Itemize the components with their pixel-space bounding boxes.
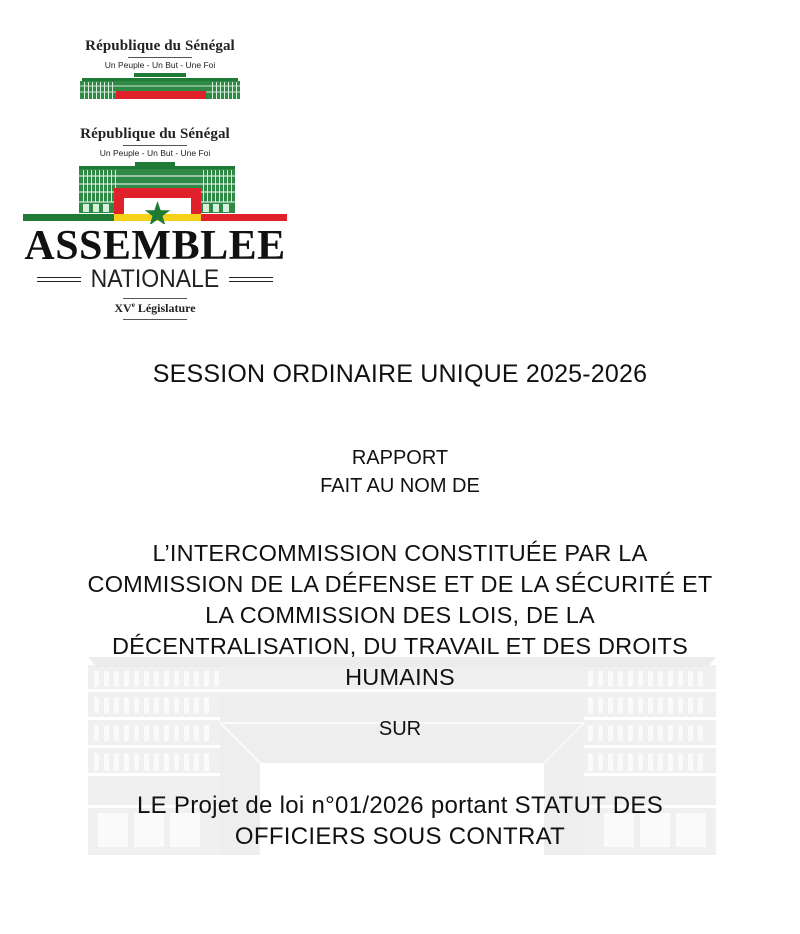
legislature-number: XV — [114, 301, 132, 315]
republic-logo-small — [70, 38, 250, 99]
double-rule-left — [37, 277, 81, 282]
sur-label: SUR — [378, 718, 422, 740]
commission-line: COMMISSION DE LA DÉFENSE ET DE LA SÉCURITÉ ET — [87, 571, 713, 597]
national-motto: Un Peuple - Un But - Une Foi — [104, 60, 216, 70]
divider — [123, 298, 187, 299]
report-heading — [0, 444, 800, 500]
assemblee-nationale-logo — [18, 126, 292, 322]
divider — [123, 145, 187, 146]
report-label: RAPPORT — [351, 447, 449, 469]
double-rule-right — [229, 277, 273, 282]
divider — [123, 319, 187, 320]
commission-line: DÉCENTRALISATION, DU TRAVAIL ET DES DROITS — [112, 633, 688, 659]
report-subtitle: FAIT AU NOM DE — [320, 475, 480, 497]
national-motto: Un Peuple - Un But - Une Foi — [99, 148, 211, 158]
republic-name: République du Sénégal — [80, 126, 230, 142]
commission-line: LA COMMISSION DES LOIS, DE LA — [205, 602, 595, 628]
assembly-building-icon — [80, 73, 240, 99]
republic-name: République du Sénégal — [85, 38, 235, 54]
legislature-word: Législature — [134, 301, 196, 315]
legislature-label — [18, 301, 292, 316]
assembly-building-flag-icon — [23, 162, 287, 224]
institution-name-line2-row — [18, 266, 292, 292]
legislature-ordinal: e — [131, 301, 135, 309]
bill-title-line: LE Projet de loi n°01/2026 portant STATUT DES — [136, 792, 664, 819]
session-title: SESSION ORDINAIRE UNIQUE 2025-2026 — [152, 360, 648, 388]
institution-name-line1: ASSEMBLEE — [24, 223, 286, 269]
commission-line: L’INTERCOMMISSION CONSTITUÉE PAR LA — [152, 540, 648, 566]
institution-name-line2: NATIONALE — [90, 265, 220, 293]
divider — [128, 57, 192, 58]
bill-title-line: OFFICIERS SOUS CONTRAT — [234, 823, 566, 850]
bill-title — [100, 790, 700, 852]
commission-line: HUMAINS — [345, 664, 455, 690]
commission-block — [70, 538, 730, 693]
